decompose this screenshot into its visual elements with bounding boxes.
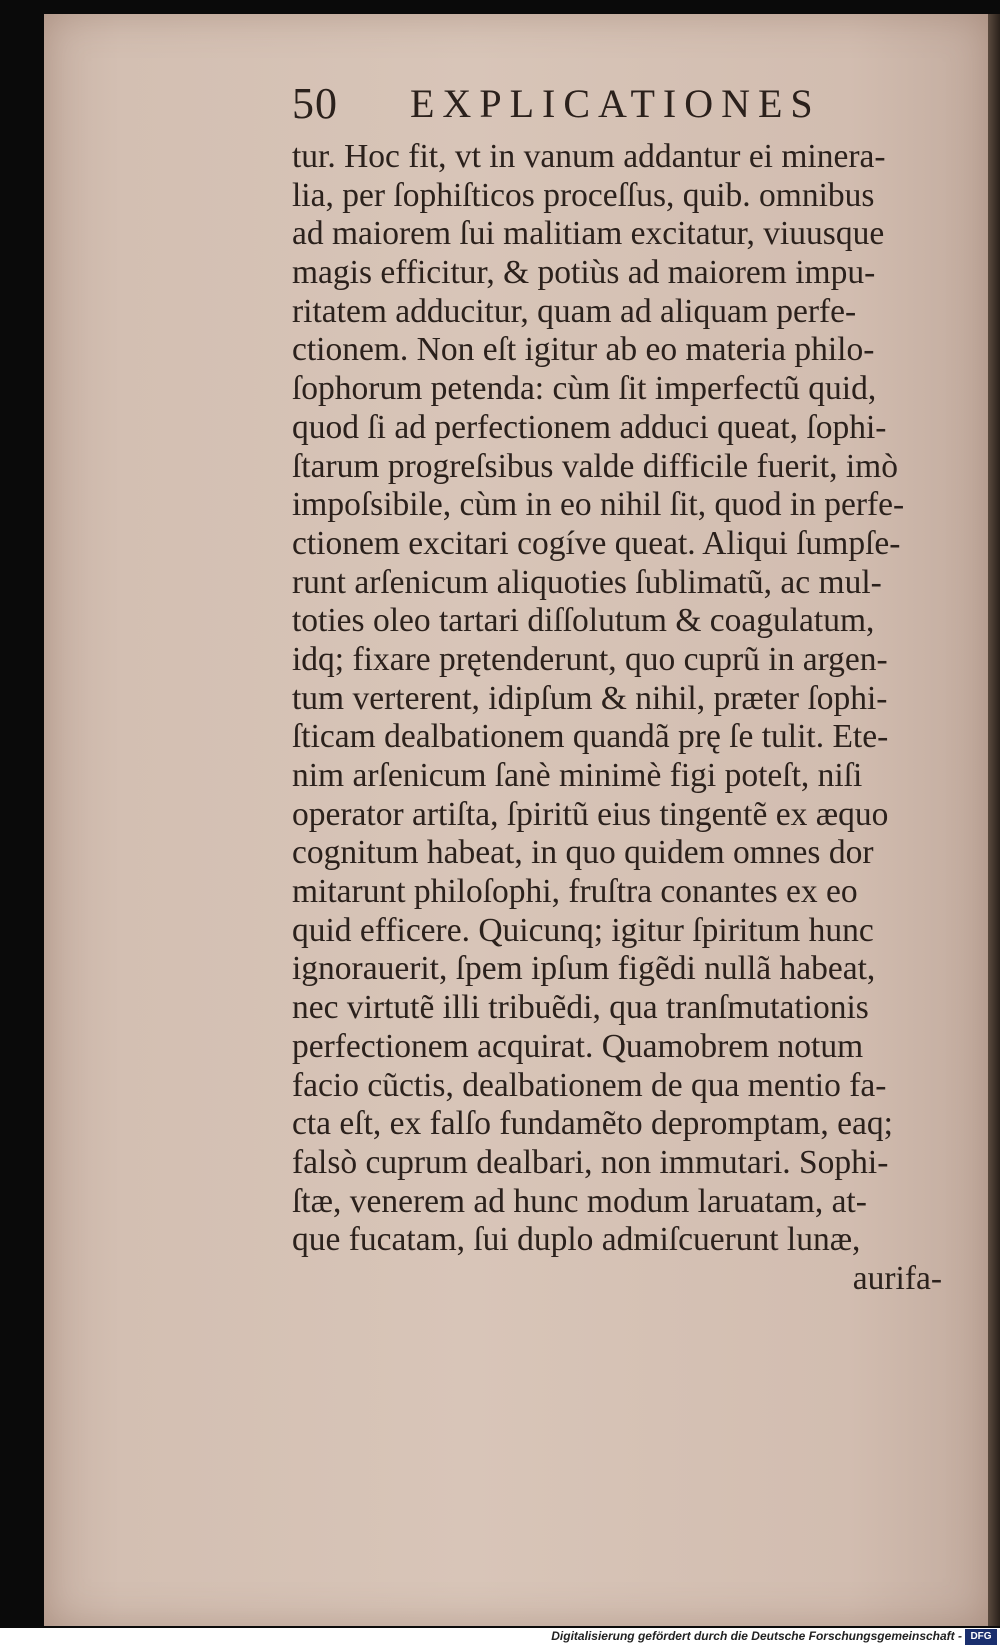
text-line: impoſsibile, cùm in eo nihil ſit, quod in perfe- — [292, 486, 905, 524]
text-line: ctionem. Non eſt igitur ab eo materia philo- — [292, 331, 875, 369]
text-line: ignorauerit, ſpem ipſum figẽdi nullã habeat, — [292, 950, 876, 988]
page-content — [292, 78, 982, 1299]
text-line: tur. Hoc fit, vt in vanum addantur ei minera- — [292, 138, 886, 175]
text-line: idq; fixare prętenderunt, quo cuprũ in argen- — [292, 640, 888, 678]
catchword: aurifa- — [852, 1259, 942, 1297]
text-line: cognitum habeat, in quo quidem omnes dor — [292, 834, 874, 872]
text-line: ſticam dealbationem quandã prę ſe tulit. Ete- — [292, 718, 889, 756]
page-number: 50 — [292, 79, 338, 128]
dfg-logo: DFG — [965, 1629, 997, 1645]
footer-bar — [0, 1628, 1000, 1647]
text-line: facio cũctis, dealbationem de qua mentio fa- — [292, 1066, 887, 1104]
text-line: ſtarum progreſsibus valde difficile fuerit, imò — [292, 447, 898, 485]
text-line: perfectionem acquirat. Quamobrem notum — [292, 1027, 864, 1065]
text-line: ctionem excitari cogíve queat. Aliqui ſumpſe- — [292, 524, 901, 562]
text-line: quod ſi ad perfectionem adduci queat, ſophi- — [292, 408, 887, 446]
text-line: lia, per ſophiſticos proceſſus, quib. omnibus — [292, 176, 875, 214]
text-line: tum verterent, idipſum & nihil, præter ſophi- — [292, 679, 888, 717]
text-line: ſtæ, venerem ad hunc modum laruatam, at- — [292, 1182, 867, 1220]
text-line: nec virtutẽ illi tribuẽdi, qua tranſmutationis — [292, 989, 869, 1027]
text-line: magis efficitur, & potiùs ad maiorem impu- — [292, 254, 876, 292]
text-line: cta eſt, ex falſo fundamẽto depromptam, eaq; — [292, 1105, 893, 1143]
text-line: runt arſenicum aliquoties ſublimatũ, ac mul- — [292, 563, 882, 601]
text-line: ritatem adducitur, quam ad aliquam perfe- — [292, 292, 857, 330]
text-line: operator artiſta, ſpiritũ eius tingentẽ ex æquo — [292, 795, 889, 833]
page-edge — [988, 14, 1000, 1626]
text-line: que fucatam, ſui duplo admiſcuerunt lunæ, — [292, 1221, 861, 1259]
text-line: nim arſenicum ſanè minimè figi poteſt, niſi — [292, 757, 863, 794]
running-head: EXPLICATIONES — [410, 81, 821, 126]
text-line: falsò cuprum dealbari, non immutari. Sophi- — [292, 1143, 889, 1181]
text-line: ſophorum petenda: cùm ſit imperfectũ quid, — [292, 370, 877, 408]
body-text — [292, 138, 982, 1260]
text-line: ad maiorem ſui malitiam excitatur, viuusque — [292, 215, 885, 253]
text-line: mitarunt philoſophi, fruſtra conantes ex eo — [292, 873, 858, 911]
page-header — [292, 78, 982, 138]
text-line: toties oleo tartari diſſolutum & coagulatum, — [292, 602, 875, 640]
funding-credit: Digitalisierung gefördert durch die Deutsche Forschungsgemeinschaft - — [551, 1629, 962, 1643]
text-line: quid efficere. Quicunq; igitur ſpiritum hunc — [292, 911, 874, 949]
